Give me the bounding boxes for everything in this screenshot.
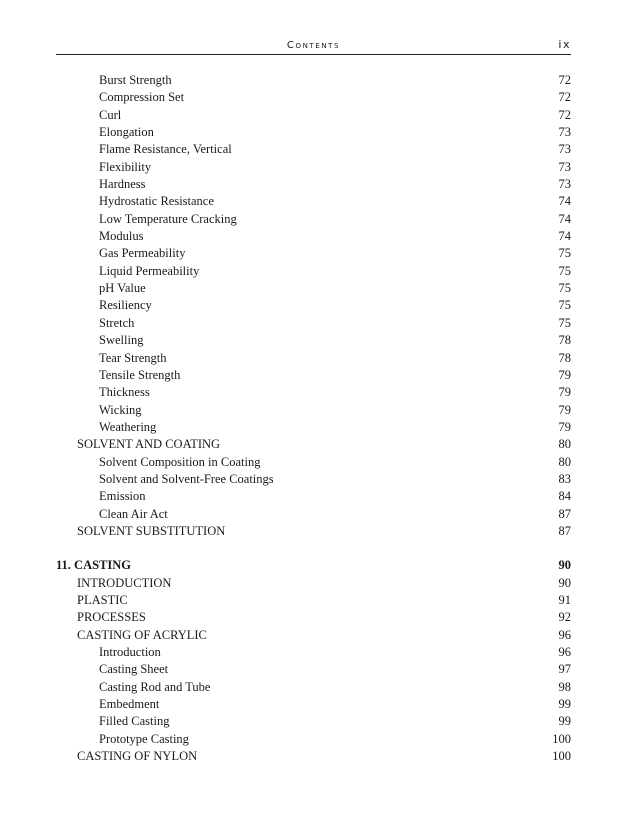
toc-entry-label: SOLVENT AND COATING [77,437,221,452]
toc-subsection-entry [0,367,638,384]
toc-entry-label: Solvent and Solvent-Free Coatings [99,471,274,486]
toc-subsection-entry [0,72,638,89]
toc-entry-page: 79 [558,385,571,400]
toc-entry-page: 75 [558,263,571,278]
toc-entry-label: Weathering [99,419,157,434]
toc-subsection-entry [0,245,638,262]
toc-subsection-entry [0,384,638,401]
toc-entry-label: Tear Strength [99,350,167,365]
section-spacer [0,540,638,557]
toc-entry-page: 100 [552,749,571,764]
toc-subsection-entry [0,332,638,349]
toc-entry-label: Hydrostatic Resistance [99,194,214,209]
toc-subsection-entry [0,419,638,436]
toc-section-entry [0,523,638,540]
toc-entry-page: 74 [558,229,571,244]
toc-subsection-entry [0,661,638,678]
toc-entry-page: 98 [558,679,571,694]
toc-entry-label: Burst Strength [99,73,172,87]
toc-entry-label: Prototype Casting [99,731,189,746]
toc-entry-page: 92 [558,610,571,625]
toc-entry-page: 87 [558,523,571,538]
toc-section-entry [0,575,638,592]
toc-entry-page: 87 [558,506,571,521]
toc-entry-label: PROCESSES [77,610,146,625]
toc-entry-page: 74 [558,194,571,209]
toc-subsection-entry [0,315,638,332]
toc-entry-page: 73 [558,125,571,140]
toc-entry-label: Thickness [99,385,150,400]
toc-entry-page: 78 [558,333,571,348]
toc-entry-page: 97 [558,662,571,677]
toc-entry-label: INTRODUCTION [77,575,172,590]
toc-section-entry [0,436,638,453]
toc-subsection-entry [0,176,638,193]
toc-subsection-entry [0,713,638,730]
toc-subsection-entry [0,211,638,228]
toc-entry-page: 72 [558,90,571,105]
toc-entry-label: Emission [99,489,146,504]
toc-entry-page: 73 [558,159,571,174]
toc-subsection-entry [0,471,638,488]
toc-entry-page: 96 [558,627,571,642]
toc-subsection-entry [0,228,638,245]
toc-entry-label: Gas Permeability [99,246,186,261]
toc-subsection-entry [0,280,638,297]
toc-entry-label: Compression Set [99,90,185,105]
toc-subsection-entry [0,454,638,471]
toc-entry-label: SOLVENT SUBSTITUTION [77,523,226,538]
toc-subsection-entry [0,696,638,713]
toc-section-entry [0,609,638,626]
toc-subsection-entry [0,141,638,158]
toc-subsection-entry [0,506,638,523]
toc-entry-page: 79 [558,402,571,417]
toc-entry-page: 75 [558,298,571,313]
toc-entry-label: 11. CASTING [56,558,132,573]
toc-entry-page: 74 [558,211,571,226]
header-page-number: ix [558,38,571,51]
toc-section-entry [0,592,638,609]
toc-entry-label: CASTING OF ACRYLIC [77,627,207,642]
toc-subsection-entry [0,488,638,505]
toc-entry-page: 79 [558,419,571,434]
toc-subsection-entry [0,263,638,280]
toc-subsection-entry [0,350,638,367]
toc-entry-label: Casting Rod and Tube [99,679,211,694]
toc-entry-label: CASTING OF NYLON [77,749,198,764]
toc-entry-page: 99 [558,697,571,712]
toc-entry-page: 75 [558,246,571,261]
toc-entry-page: 99 [558,714,571,729]
toc-subsection-entry [0,124,638,141]
toc-entry-label: Resiliency [99,298,152,313]
toc-subsection-entry [0,193,638,210]
toc-entry-label: Flame Resistance, Vertical [99,142,232,157]
toc-entry-page: 73 [558,142,571,157]
toc-subsection-entry [0,679,638,696]
toc-section-entry [0,748,638,765]
toc-entry-label: Swelling [99,333,144,348]
toc-entry-label: Solvent Composition in Coating [99,454,261,469]
toc-entry-label: Low Temperature Cracking [99,211,237,226]
toc-entry-page: 91 [558,592,571,607]
toc-subsection-entry [0,89,638,106]
toc-chapter-entry [0,557,638,574]
toc-entry-page: 90 [558,575,571,590]
toc-entry-label: Wicking [99,402,142,417]
toc-entry-label: Modulus [99,229,144,244]
toc-entry-label: Elongation [99,125,154,140]
header-title: Contents [286,40,341,51]
toc-entry-label: pH Value [99,281,146,296]
toc-entry-label: Curl [99,107,122,122]
toc-entry-page: 73 [558,177,571,192]
toc-entry-page: 79 [558,367,571,382]
toc-entry-label: PLASTIC [77,592,128,607]
table-of-contents [0,72,638,765]
toc-entry-page: 75 [558,315,571,330]
toc-entry-page: 72 [558,73,571,87]
toc-subsection-entry [0,731,638,748]
toc-entry-label: Introduction [99,645,161,659]
toc-entry-page: 83 [558,471,571,486]
toc-subsection-entry [0,297,638,314]
toc-entry-label: Stretch [99,315,135,330]
toc-entry-page: 100 [552,731,571,746]
toc-entry-page: 90 [558,558,571,573]
toc-entry-page: 78 [558,350,571,365]
toc-entry-page: 84 [558,489,571,504]
toc-entry-page: 80 [558,454,571,469]
toc-entry-label: Filled Casting [99,714,170,729]
toc-entry-label: Casting Sheet [99,662,169,677]
toc-entry-page: 75 [558,281,571,296]
toc-entry-label: Liquid Permeability [99,263,200,278]
toc-subsection-entry [0,159,638,176]
toc-section-entry [0,627,638,644]
toc-subsection-entry [0,644,638,661]
running-header [56,38,571,55]
toc-entry-label: Embedment [99,697,160,712]
toc-entry-label: Clean Air Act [99,506,168,521]
toc-entry-page: 72 [558,107,571,122]
toc-subsection-entry [0,402,638,419]
toc-subsection-entry [0,107,638,124]
toc-entry-label: Tensile Strength [99,367,181,382]
toc-entry-page: 96 [558,645,571,659]
toc-entry-label: Hardness [99,177,146,192]
toc-entry-page: 80 [558,437,571,452]
toc-entry-label: Flexibility [99,159,152,174]
